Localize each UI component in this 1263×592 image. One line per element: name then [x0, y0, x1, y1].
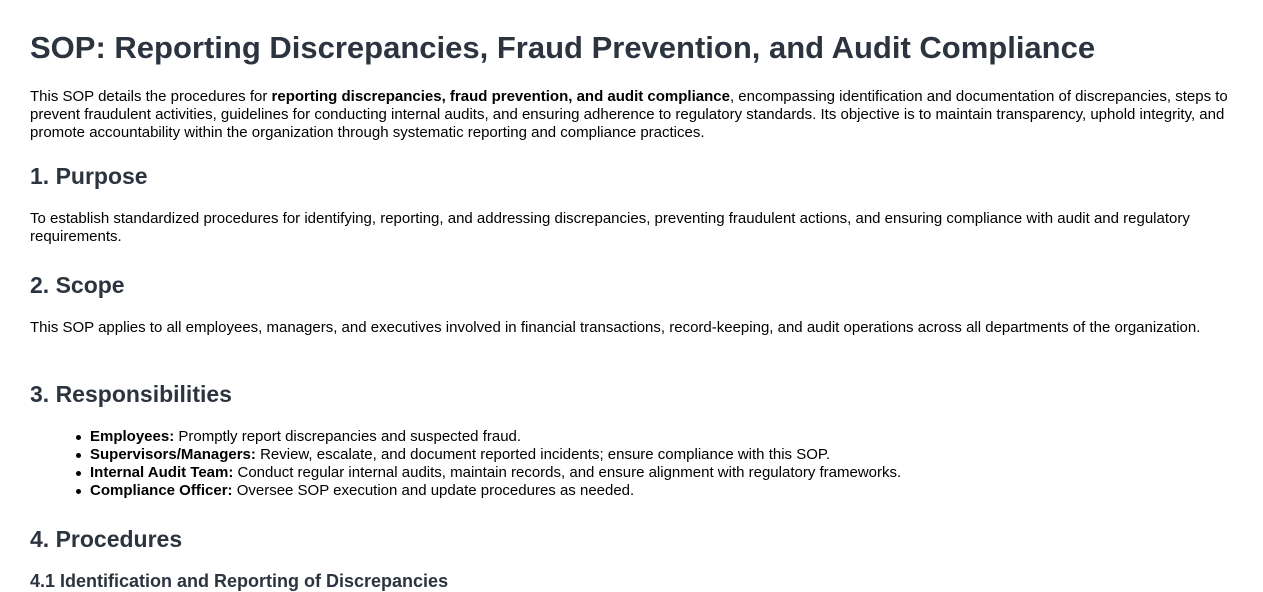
- section-heading-purpose: 1. Purpose: [30, 163, 148, 189]
- scope-paragraph: This SOP applies to all employees, managers, and executives involved in financial transactions, record-keeping, and audit operations across all departments of the organization.: [30, 319, 1201, 336]
- list-item: [90, 482, 901, 500]
- intro-paragraph: [30, 88, 1235, 142]
- role-label: Employees:: [90, 428, 175, 445]
- section-heading-procedures: 4. Procedures: [30, 526, 183, 552]
- role-label: Internal Audit Team:: [90, 464, 234, 481]
- role-label: Compliance Officer:: [90, 482, 233, 499]
- list-item: [90, 464, 901, 482]
- role-description: Conduct regular internal audits, maintain records, and ensure alignment with regulatory frameworks.: [233, 464, 902, 481]
- role-label: Supervisors/Managers:: [90, 446, 256, 463]
- page-title: SOP: Reporting Discrepancies, Fraud Prevention, and Audit Compliance: [30, 30, 1096, 65]
- list-item: [90, 428, 901, 446]
- section-heading-scope: 2. Scope: [30, 272, 125, 298]
- section-heading-responsibilities: 3. Responsibilities: [30, 381, 232, 407]
- responsibilities-list: [90, 428, 901, 500]
- subsection-heading: 4.1 Identification and Reporting of Discrepancies: [30, 571, 449, 591]
- role-description: Review, escalate, and document reported incidents; ensure compliance with this SOP.: [255, 446, 831, 463]
- intro-text-bold: reporting discrepancies, fraud prevention, and audit compliance: [271, 88, 730, 105]
- intro-text-start: This SOP details the procedures for: [30, 88, 272, 105]
- list-item: [90, 446, 901, 464]
- role-description: Oversee SOP execution and update procedures as needed.: [232, 482, 635, 499]
- purpose-paragraph: To establish standardized procedures for identifying, reporting, and addressing discrepancies, preventing fraudulent actions, and ensuring compliance with audit and regulatory requirements.: [30, 210, 1190, 245]
- intro-text-end: , encompassing identification and documentation of discrepancies, steps to prevent fraudulent activities, guidelines for conducting internal audits, and ensuring adherence to regulatory standards. Its objective is to maintain transparency, uphold integrity, and promote accountability within the organization through systematic reporting and compliance practices.: [30, 88, 1228, 141]
- role-description: Promptly report discrepancies and suspected fraud.: [174, 428, 522, 445]
